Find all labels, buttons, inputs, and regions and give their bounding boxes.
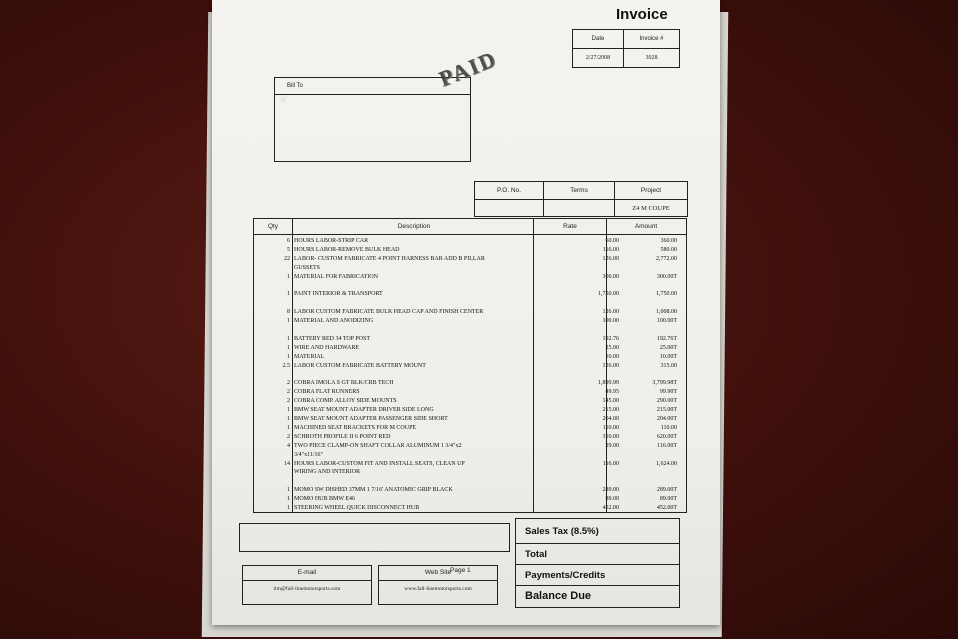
qty-cell: 1	[287, 496, 290, 503]
description-cell: HOURS LABOR-STRIP CAR	[294, 238, 369, 244]
rate-cell: 116.00	[602, 246, 619, 253]
table-row	[254, 397, 686, 405]
amount-column-header: Amount	[634, 223, 658, 230]
amount-cell: 452.00T	[656, 505, 677, 511]
project-value: Z4 M COUPE	[615, 200, 688, 217]
table-row	[254, 468, 686, 476]
invoice-paper	[212, 0, 720, 625]
table-row	[254, 344, 686, 352]
table-row	[254, 495, 686, 503]
rate-cell: 145.00	[602, 398, 619, 405]
qty-cell: 2	[287, 433, 290, 440]
rate-cell: 126.00	[602, 255, 619, 262]
description-cell: LABOR- CUSTOM FABRICATE 4 POINT HARNESS BAR ADD B PILLAR	[294, 255, 485, 262]
amount-cell: 116.00T	[657, 442, 677, 449]
description-cell: MOMO HUB BMW E46	[294, 496, 356, 503]
amount-cell: 290.00T	[656, 398, 677, 405]
qty-cell: 1	[287, 487, 290, 494]
invoice-number-header: Invoice #	[624, 30, 680, 49]
rate-cell: 215.00	[602, 407, 619, 414]
table-row	[254, 388, 686, 396]
rate-cell: 100.00	[602, 318, 619, 325]
qty-cell: 1	[287, 273, 290, 280]
amount-cell: 360.00	[660, 238, 677, 244]
bill-to-value: D	[281, 97, 286, 103]
qty-cell: 1	[287, 416, 290, 422]
amount-cell: 2,772.00	[656, 255, 677, 262]
table-row	[254, 442, 686, 450]
rate-cell: 192.76	[602, 335, 619, 342]
rate-cell: 29.00	[605, 442, 619, 449]
rate-cell: 49.95	[605, 389, 619, 396]
description-cell: STEERING WHEEL QUICK DISCONNECT HUB	[294, 505, 420, 511]
rate-cell: 310.00	[602, 433, 619, 440]
table-row	[254, 486, 686, 494]
description-cell: HOURS LABOR-REMOVE BULK HEAD	[294, 246, 400, 253]
rate-cell: 25.00	[605, 344, 619, 351]
description-cell: WIRE AND HARDWARE	[294, 344, 359, 351]
qty-cell: 5	[287, 246, 290, 253]
amount-cell: 620.00T	[656, 433, 677, 440]
rate-cell: 300.00	[602, 273, 619, 280]
table-row	[254, 504, 686, 512]
table-row	[254, 264, 686, 272]
amount-cell: 1,750.00	[656, 291, 677, 298]
po-terms-project-box	[474, 181, 688, 217]
balance-due-label: Balance Due	[525, 590, 592, 602]
table-row	[254, 317, 686, 325]
amount-cell: 300.00T	[656, 273, 677, 280]
qty-cell: 2	[287, 398, 290, 405]
description-cell: MATERIAL	[294, 353, 325, 360]
rate-cell: 452.00	[602, 505, 619, 511]
amount-cell: 110.00	[660, 424, 677, 431]
qty-cell: 1	[287, 318, 290, 325]
amount-cell: 100.00T	[656, 318, 677, 325]
table-row	[254, 255, 686, 263]
table-row	[254, 460, 686, 468]
table-row	[254, 246, 686, 254]
website-label: Web Site	[379, 566, 497, 581]
description-cell: GUSSETS	[294, 264, 321, 271]
terms-value	[544, 200, 615, 217]
po-number-header: P.O. No.	[475, 182, 544, 200]
invoice-number-value: 3028	[624, 49, 680, 68]
table-row	[254, 477, 686, 485]
table-row	[254, 308, 686, 316]
email-label: E-mail	[243, 566, 371, 581]
amount-cell: 3,799.98T	[652, 380, 677, 387]
amount-cell: 1,624.00	[656, 460, 677, 467]
bill-to-label: Bill To	[275, 78, 470, 95]
line-items-header	[254, 219, 686, 235]
line-items-table	[253, 218, 687, 513]
rate-cell: 116.00	[602, 460, 619, 467]
bill-to-box	[274, 77, 471, 162]
description-cell: HOURS LABOR-CUSTOM FIT AND INSTALL SEATS, CLEAN UP	[294, 460, 465, 467]
table-row	[254, 451, 686, 459]
description-cell: MATERIAL FOR FABRICATION	[294, 273, 379, 280]
po-number-value	[475, 200, 544, 217]
description-column-header: Description	[397, 223, 431, 230]
description-cell: 3/4"x11/16"	[294, 451, 324, 458]
qty-cell: 6	[287, 238, 290, 244]
amount-cell: 89.00T	[659, 496, 677, 503]
amount-cell: 25.00T	[659, 344, 677, 351]
amount-cell: 215.00T	[656, 407, 677, 414]
description-cell: COBRA FLAT RUNNERS	[294, 389, 360, 396]
description-cell: BMW SEAT MOUNT ADAPTER PASSENGER SIDE SHORT	[294, 416, 448, 422]
table-row	[254, 379, 686, 387]
rate-column-header: Rate	[563, 223, 577, 230]
description-cell: COBRA COMP. ALLOY SIDE MOUNTS	[294, 398, 397, 405]
description-cell: MACHINED SEAT BRACKETS FOR M COUPE	[294, 424, 417, 431]
description-cell: TWO PIECE CLAMP-ON SHAFT COLLAR ALUMINUM 1 3/4"x2	[294, 442, 462, 449]
rate-cell: 204.00	[602, 416, 619, 422]
total-label: Total	[516, 544, 679, 565]
description-cell: LABOR CUSTOM FABRICATE BULK HEAD CAP AND FINISH CENTER	[294, 309, 484, 316]
description-cell: SCHROTH PROFILE II 6 POINT RED	[294, 433, 391, 440]
qty-cell: 2	[287, 380, 290, 387]
qty-cell: 8	[287, 309, 290, 316]
totals-box	[515, 518, 680, 608]
qty-cell: 2.5	[282, 362, 290, 369]
rate-cell: 60.00	[605, 238, 619, 244]
rate-cell: 126.00	[602, 309, 619, 316]
rate-cell: 1,899.99	[598, 380, 619, 387]
table-row	[254, 335, 686, 343]
amount-cell: 204.00T	[656, 416, 677, 422]
table-row	[254, 290, 686, 298]
amount-cell: 315.00	[660, 362, 677, 369]
description-cell: PAINT INTERIOR & TRANSPORT	[294, 291, 383, 298]
qty-cell: 1	[287, 291, 290, 298]
description-cell: LABOR CUSTOM FABRICATE BATTERY MOUNT	[294, 362, 426, 369]
website-box	[378, 565, 498, 605]
rate-cell: 10.00	[605, 353, 619, 360]
amount-cell: 580.00	[660, 246, 677, 253]
page-number: Page 1	[450, 567, 471, 574]
rate-cell: 289.00	[602, 487, 619, 494]
qty-cell: 2	[287, 389, 290, 396]
rate-cell: 89.00	[605, 496, 619, 503]
invoice-title: Invoice	[616, 6, 668, 23]
website-value: www.fall-linemotorsports.com	[404, 586, 472, 592]
amount-cell: 99.90T	[659, 389, 677, 396]
rate-cell: 126.00	[602, 362, 619, 369]
qty-column-header: Qty	[267, 223, 279, 230]
qty-cell: 1	[287, 407, 290, 414]
email-value: tim@fall-linemotorsports.com	[273, 586, 341, 592]
table-row	[254, 415, 686, 423]
project-header: Project	[615, 182, 688, 200]
table-row	[254, 273, 686, 281]
table-row	[254, 353, 686, 361]
qty-cell: 1	[287, 505, 290, 511]
table-row	[254, 299, 686, 307]
description-cell: WIRING AND INTERIOR	[294, 469, 360, 476]
amount-cell: 1,008.00	[656, 309, 677, 316]
sales-tax-label: Sales Tax (8.5%)	[516, 519, 679, 544]
email-box	[242, 565, 372, 605]
qty-cell: 4	[287, 442, 290, 449]
date-header: Date	[573, 30, 624, 49]
table-row	[254, 371, 686, 379]
description-cell: COBRA IMOLA S GT BLK/CRB TECH	[294, 380, 394, 387]
table-row	[254, 424, 686, 432]
paid-stamp: PAID	[435, 45, 501, 92]
table-row	[254, 237, 686, 245]
memo-box	[239, 523, 510, 552]
qty-cell: 22	[284, 255, 290, 262]
description-cell: BMW SEAT MOUNT ADAPTER DRIVER SIDE LONG	[294, 407, 434, 414]
qty-cell: 1	[287, 353, 290, 360]
description-cell: MATERIAL AND ANODIZING	[294, 318, 374, 325]
amount-cell: 289.00T	[656, 487, 677, 494]
payments-credits-label: Payments/Credits	[516, 565, 679, 586]
rate-cell: 110.00	[602, 424, 619, 431]
qty-cell: 1	[287, 424, 290, 431]
table-row	[254, 406, 686, 414]
description-cell: MOMO SW DISHED 37MM 1 7/16' ANATOMIC GRIP BLACK	[294, 487, 453, 494]
table-row	[254, 282, 686, 290]
rate-cell: 1,750.00	[598, 291, 619, 298]
table-row	[254, 326, 686, 334]
terms-header: Terms	[544, 182, 615, 200]
table-row	[254, 433, 686, 441]
description-cell: BATTERY RED 34 TOP POST	[294, 335, 371, 342]
qty-cell: 1	[287, 344, 290, 351]
date-invoice-box	[572, 29, 680, 68]
qty-cell: 1	[287, 335, 290, 342]
date-value: 2/27/2008	[573, 49, 624, 68]
qty-cell: 14	[284, 460, 290, 467]
table-row	[254, 362, 686, 370]
amount-cell: 10.00T	[659, 353, 677, 360]
amount-cell: 192.76T	[656, 335, 677, 342]
